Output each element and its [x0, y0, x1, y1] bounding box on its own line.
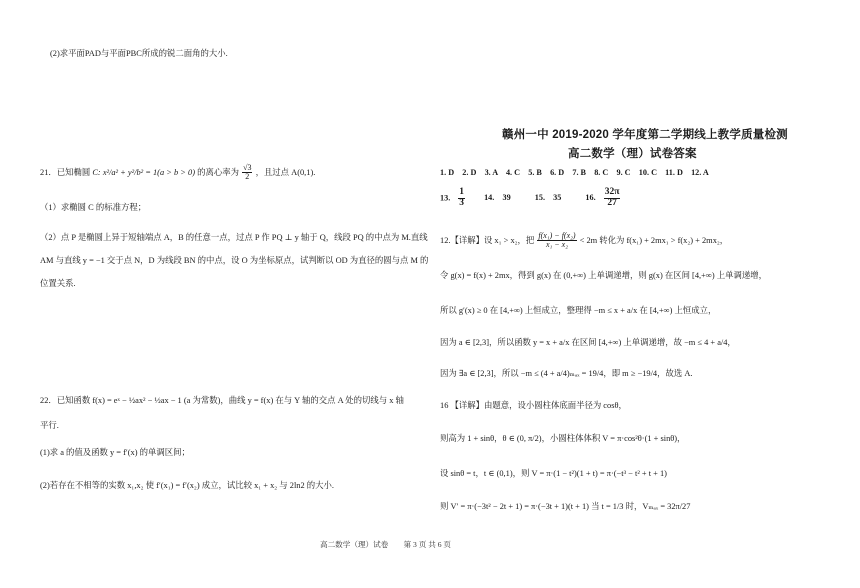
- q13-fraction: [458, 188, 465, 209]
- answer-title-line2: 高二数学（理）试卷答案: [568, 148, 697, 160]
- q12-frac-num: f(x₁) − f(x₂): [538, 231, 576, 240]
- q22-stem: 22．已知函数 f(x) = eˣ − ½ax² − ½ax − 1 (a 为常数)，曲线 y = f(x) 在与 Y 轴的交点 A 处的切线与 x 轴: [40, 396, 404, 405]
- q16-num: 32π: [604, 187, 620, 197]
- q21-ecc-fraction: [242, 164, 252, 182]
- q16-line1: 16 【详解】由题意，设小圆柱体底面半径为 cosθ，: [440, 401, 627, 410]
- page-footer: 高二数学（理）试卷 第 3 页 共 6 页: [320, 540, 451, 549]
- q21-part1: （1）求椭圆 C 的标准方程；: [40, 203, 147, 212]
- q22-part1: (1)求 a 的值及函数 y = f′(x) 的单调区间；: [40, 448, 190, 457]
- fill-answers: [440, 188, 621, 209]
- q20-part2: (2)求平面PAD与平面PBC所成的锐二面角的大小.: [50, 49, 228, 58]
- q12-line3: 所以 g′(x) ≥ 0 在 [4,+∞) 上恒成立，整理得 −m ≤ x + a/x 在 [4,+∞) 上恒成立，: [440, 306, 717, 315]
- q13-label: 13.: [440, 193, 451, 203]
- q14-answer: 14. 39: [484, 193, 511, 203]
- q12-prefix: 12.【详解】设 x₁ > x₂，把: [440, 235, 535, 245]
- mc-answers: 1. D 2. D 3. A 4. C 5. B 6. D 7. B 8. C 9. C 10. C 11. D 12. A: [440, 168, 709, 177]
- q12-line4: 因为 a ∈ [2,3]，所以函数 y = x + a/x 在区间 [4,+∞) 上单调递增，故 −m ≤ 4 + a/4，: [440, 338, 736, 347]
- q12-line2: 令 g(x) = f(x) + 2mx，得到 g(x) 在 (0,+∞) 上单调递增，则 g(x) 在区间 [4,+∞) 上单调递增，: [440, 271, 767, 280]
- q16-line2: 则高为 1 + sinθ，θ ∈ (0, π/2)，小圆柱体体积 V = π·cos²θ·(1 + sinθ)，: [440, 434, 686, 443]
- q21-suffix: ，且过点 A(0,1).: [255, 167, 316, 177]
- q21-part2-line1: （2）点 P 是椭圆上异于短轴端点 A，B 的任意一点，过点 P 作 PQ ⊥ y 轴于 Q，线段 PQ 的中点为 M.直线: [40, 233, 428, 242]
- q21-ecc-text: 的离心率为: [197, 167, 239, 177]
- q21-ellipse-equation: C: x²/a² + y²/b² = 1(a > b > 0): [92, 167, 196, 177]
- q22-part2: (2)若存在不相等的实数 x₁,x₂ 使 f′(x₁) = f′(x₂) 成立，试比较 x₁ + x₂ 与 2ln2 的大小.: [40, 481, 334, 490]
- q16-den: 27: [607, 197, 617, 208]
- q16-line4: 则 V′ = π·(−3t² − 2t + 1) = π·(−3t + 1)(t + 1) 当 t = 1/3 时，Vₘₐₓ = 32π/27: [440, 502, 691, 511]
- q12-frac-den: x₁ − x₂: [545, 240, 569, 250]
- answer-title-line1: 赣州一中 2019-2020 学年度第二学期线上教学质量检测: [502, 129, 788, 141]
- q21-prefix: 21．已知椭圆: [40, 167, 91, 177]
- q21-stem: [40, 164, 315, 182]
- q16-line3: 设 sinθ = t，t ∈ (0,1)，则 V = π·(1 − t²)(1 + t) = π·(−t³ − t² + t + 1): [440, 469, 667, 478]
- q12-fraction: [537, 232, 576, 250]
- q13-num: 1: [459, 187, 465, 197]
- q13-den: 3: [459, 197, 465, 208]
- q12-line5: 因为 ∃a ∈ [2,3]，所以 −m ≤ (4 + a/4)ₘₐₓ = 19/4，即 m ≥ −19/4，故选 A.: [440, 369, 693, 378]
- q16-label: 16.: [585, 193, 596, 203]
- q21-ecc-den: 2: [245, 172, 250, 182]
- q15-answer: 15. 35: [534, 193, 562, 203]
- q21-part2-line3: 位置关系.: [40, 279, 76, 288]
- q12-line1: [440, 232, 728, 250]
- q16-fraction: [604, 188, 621, 209]
- q22-stem-line2: 平行.: [40, 421, 59, 430]
- q21-part2-line2: AM 与直线 y = −1 交于点 N，D 为线段 BN 的中点，设 O 为坐标原点，试判断以 OD 为直径的圆与点 M 的: [40, 256, 429, 265]
- q21-ecc-num: √3: [243, 163, 252, 172]
- q12-suffix: < 2m 转化为 f(x₁) + 2mx₁ > f(x₂) + 2mx₂，: [579, 235, 729, 245]
